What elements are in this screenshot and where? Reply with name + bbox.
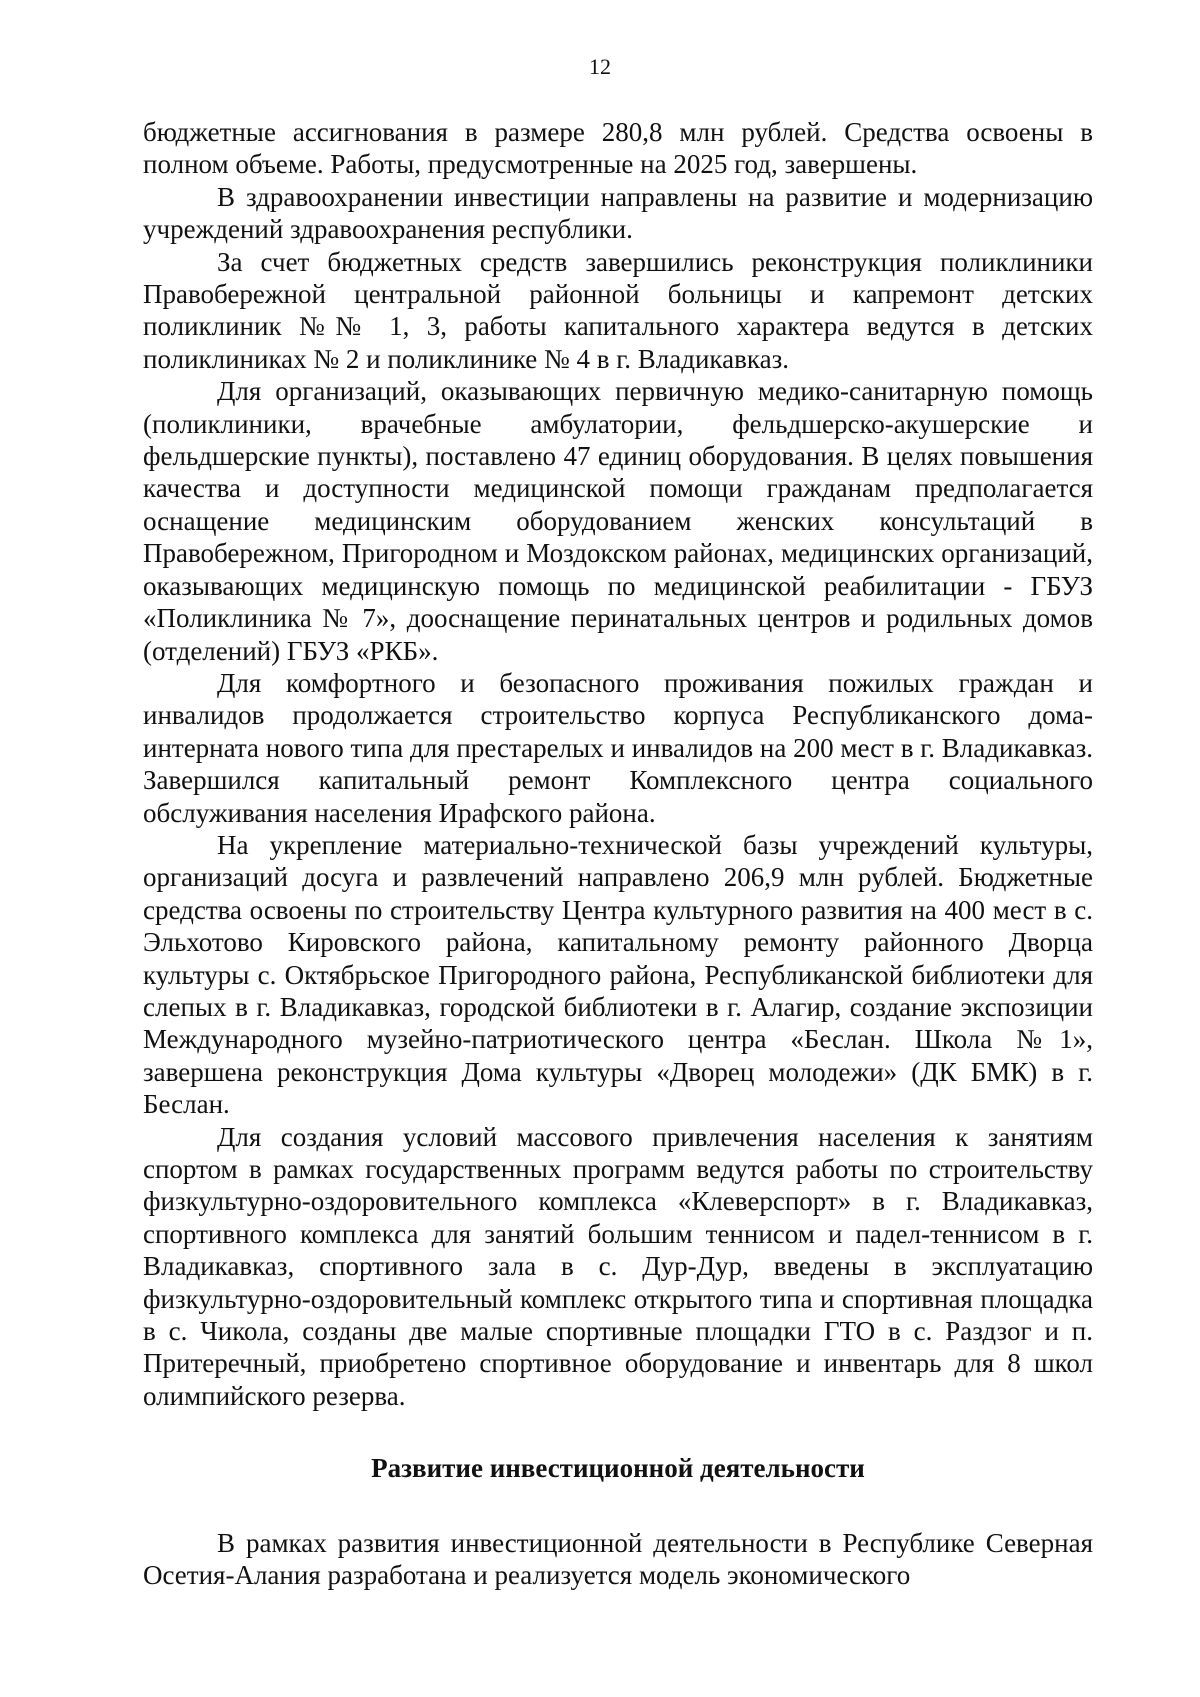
paragraph-polyclinics: За счет бюджетных средств завершились реконструкция поликлиники Правобережной центральной районной больницы и капремонт детских поликлиник №№ 1, 3, работы капитального характера ведутся в детских поликлиниках № 2 и поликлинике № 4 в г. Владикавказ. [143, 246, 1093, 374]
paragraph-primary-care-equipment: Для организаций, оказывающих первичную медико-санитарную помощь (поликлиники, врачебные амбулатории, фельдшерско-акушерские и фельдшерские пункты), поставлено 47 единиц оборудования. В целях повышения качества и доступности медицинской помощи гражданам предполагается оснащение медицинским оборудованием женских консультаций в Правобережном, Пригородном и Моздокском районах, медицинских организаций, оказывающих медицинскую помощь по медицинской реабилитации - ГБУЗ «Поликлиника № 7», дооснащение перинатальных центров и родильных домов (отделений) ГБУЗ «РКБ». [143, 376, 1093, 666]
page-number: 12 [589, 54, 611, 79]
paragraph-elderly-housing: Для комфортного и безопасного проживания пожилых граждан и инвалидов продолжается строительство корпуса Республиканского дома-интерната нового типа для престарелых и инвалидов на 200 мест в г. Владикавказ. Завершился капитальный ремонт Комплексного центра социального обслуживания населения Ирафского района. [143, 667, 1093, 828]
paragraph-investment: В рамках развития инвестиционной деятельности в Республике Северная Осетия-Алания разработана и реализуется модель экономического [143, 1527, 1093, 1591]
paragraph-healthcare-intro: В здравоохранении инвестиции направлены на развитие и модернизацию учреждений здравоохранения республики. [143, 181, 1093, 245]
paragraph-sport: Для создания условий массового привлечения населения к занятиям спортом в рамках государственных программ ведутся работы по строительству физкультурно-оздоровительного комплекса «Клеверспорт» в г. Владикавказ, спортивного комплекса для занятий большим теннисом и падел-теннисом в г. Владикавказ, спортивного зала в с. Дур-Дур, введены в эксплуатацию физкультурно-оздоровительный комплекс открытого типа и спортивная площадка в с. Чикола, созданы две малые спортивные площадки ГТО в с. Раздзог и п. Притеречный, приобретено спортивное оборудование и инвентарь для 8 школ олимпийского резерва. [143, 1121, 1093, 1411]
paragraph-budget-continuation: бюджетные ассигнования в размере 280,8 млн рублей. Средства освоены в полном объеме. Работы, предусмотренные на 2025 год, завершены. [143, 117, 1093, 180]
section-heading: Развитие инвестиционной деятельности [371, 1453, 865, 1484]
document-body [143, 116, 1093, 1591]
paragraph-culture: На укрепление материально-технической базы учреждений культуры, организаций досуга и развлечений направлено 206,9 млн рублей. Бюджетные средства освоены по строительству Центра культурного развития на 400 мест в с. Эльхотово Кировского района, капитальному ремонту районного Дворца культуры с. Октябрьское Пригородного района, Республиканской библиотеки для слепых в г. Владикавказ, городской библиотеки в г. Алагир, создание экспозиции Международного музейно-патриотического центра «Беслан. Школа №1», завершена реконструкция Дома культуры «Дворец молодежи» (ДК БМК) в г. Беслан. [143, 829, 1093, 1120]
